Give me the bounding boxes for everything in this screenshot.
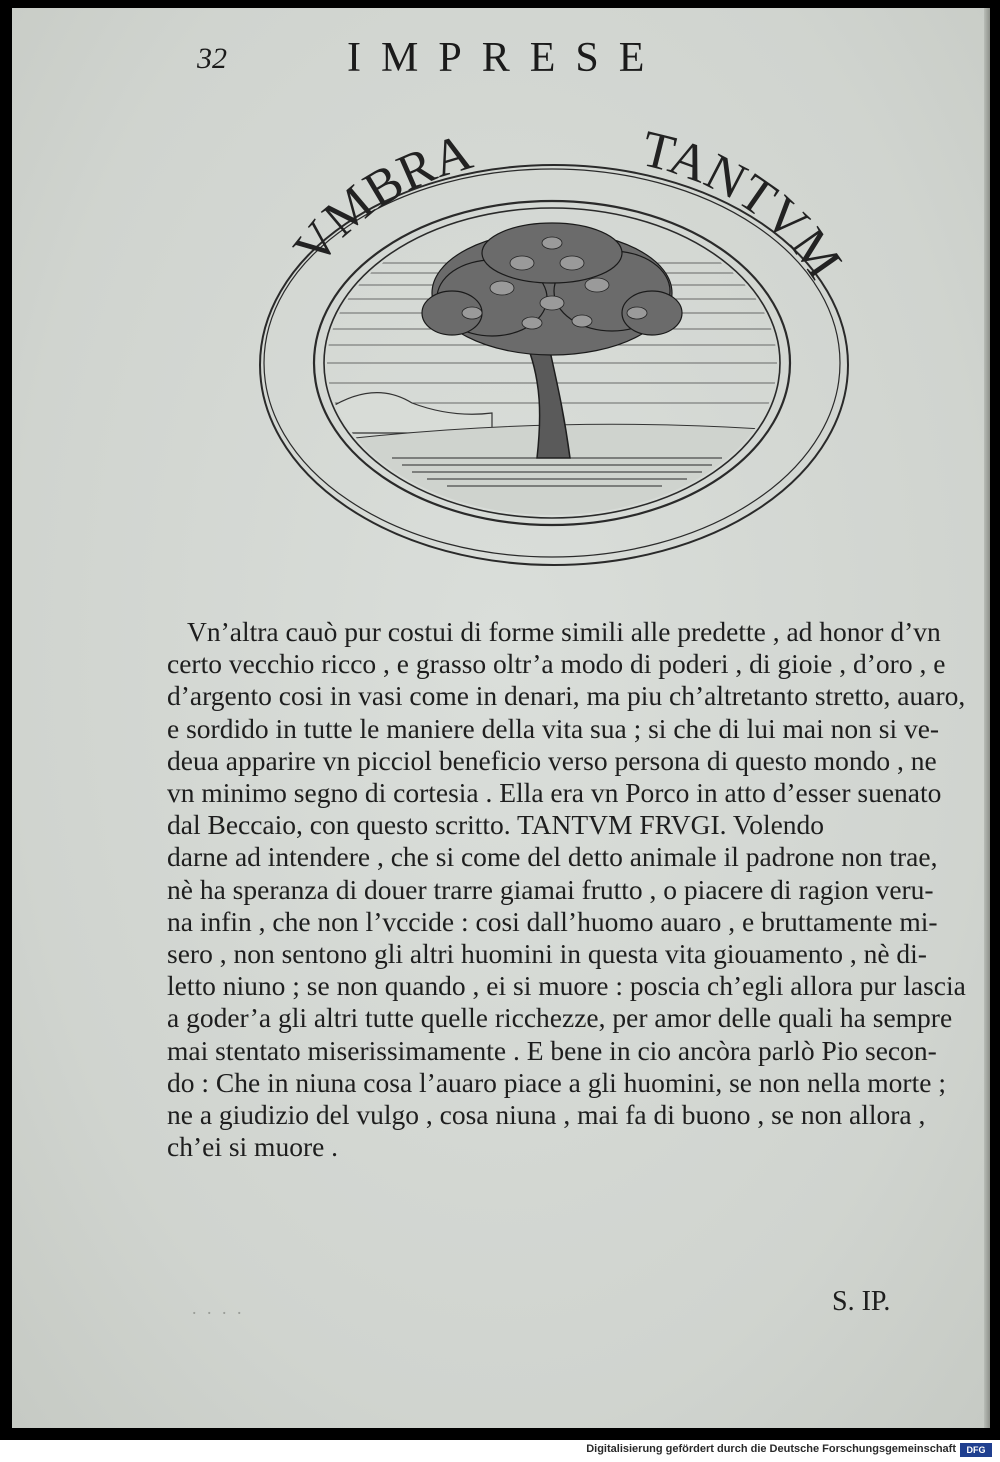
- page-edge: [984, 8, 990, 1428]
- text-line: ne a giudizio del vulgo , cosa niuna , mai fa di buono , se non allora ,: [167, 1099, 926, 1131]
- footer-bar: [0, 1440, 1000, 1462]
- page-number: 32: [197, 42, 227, 75]
- text-line: do : Che in niuna cosa l’auaro piace a gli huomini, se non nella morte ;: [167, 1066, 946, 1098]
- text-line: d’argento cosi in vasi come in denari, ma piu ch’altretanto stretto, auaro,: [167, 680, 966, 712]
- text-line: dal Beccaio, con questo scritto. TANTVM FRVGI. Volendo: [167, 809, 825, 841]
- text-line: ch’ei si muore .: [167, 1131, 339, 1163]
- faded-marks: . . . .: [192, 1298, 245, 1318]
- signature-mark: S. IP.: [832, 1286, 891, 1317]
- text-line: nè ha speranza di douer trarre giamai frutto , o piacere di ragion veru-: [167, 873, 934, 905]
- emblem-illustration: [252, 113, 852, 573]
- motto-left: VMBRA: [283, 123, 479, 276]
- landscape-scene: [312, 223, 792, 533]
- text-line: e sordido in tutte le maniere della vita sua ; si che di lui mai non si ve-: [167, 712, 940, 744]
- dfg-logo-icon: DFG: [960, 1443, 992, 1457]
- footer-credit: Digitalisierung gefördert durch die Deutsche Forschungsgemeinschaft: [586, 1443, 956, 1455]
- text-line: a goder’a gli altri tutte quelle ricchezze, per amor delle quali ha sempre: [167, 1002, 953, 1034]
- motto-right: TANTVM: [636, 120, 852, 289]
- text-line: certo vecchio ricco , e grasso oltr’a modo di poderi , di gioie , d’oro , e: [167, 648, 946, 680]
- text-line: vn minimo segno di cortesia . Ella era vn Porco in atto d’esser suenato: [167, 777, 942, 809]
- body-text: [167, 616, 966, 1163]
- text-line: sero , non sentono gli altri huomini in questa vita giouamento , nè di-: [167, 938, 927, 970]
- text-line: mai stentato miserissimamente . E bene in cio ancòra parlò Pio secon-: [167, 1034, 937, 1066]
- page-header: [12, 28, 990, 88]
- running-title: IMPRESE: [347, 35, 665, 81]
- text-line: letto niuno ; se non quando , ei si muore : poscia ch’egli allora pur lascia: [167, 970, 966, 1002]
- text-line: Vn’altra cauò pur costui di forme simili alle predette , ad honor d’vn: [187, 616, 941, 647]
- text-line: darne ad intendere , che si come del detto animale il padrone non trae,: [167, 841, 938, 873]
- text-line: na infin , che non l’vccide : cosi dall’huomo auaro , e bruttamente mi-: [167, 905, 938, 937]
- text-line: deua apparire vn picciol beneficio verso persona di questo mondo , ne: [167, 744, 937, 776]
- book-page: [12, 8, 990, 1428]
